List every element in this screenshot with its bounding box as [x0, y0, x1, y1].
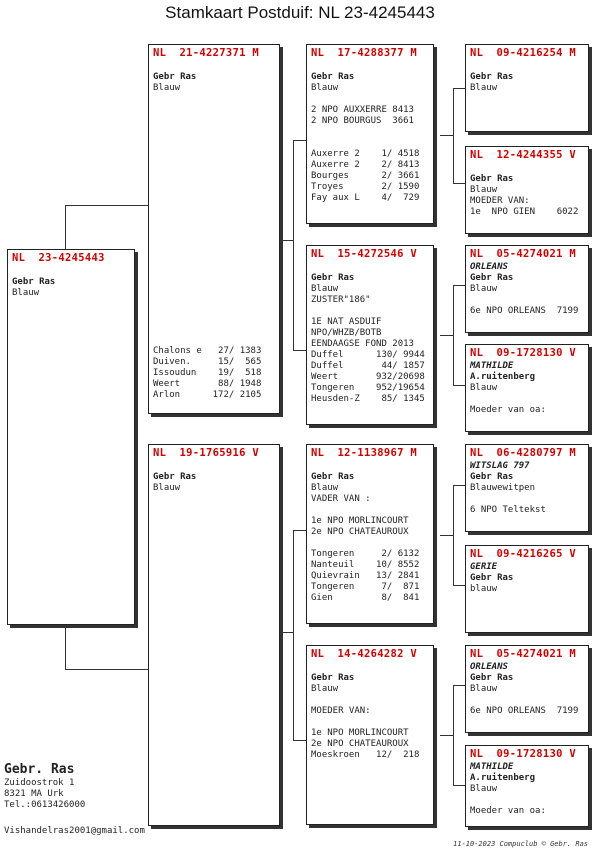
result-line: Tongeren 2/ 6132 [311, 549, 420, 559]
pigeon-name: GERIE [470, 562, 498, 572]
connector [280, 632, 294, 633]
owner: A.ruitenberg [470, 372, 536, 382]
note-line: 1e NPO MORLINCOURT [311, 516, 409, 526]
owner: Gebr Ras [470, 174, 514, 184]
owner: Gebr Ras [153, 72, 197, 82]
ggp-mmm-card[interactable] [465, 745, 589, 827]
ggp-fmm-card[interactable] [465, 344, 589, 432]
note-line: 2e NPO CHATEAUROUX [311, 739, 409, 749]
note-line: 6e NPO ORLEANS 7199 [470, 706, 579, 716]
color: Blauw [311, 483, 339, 493]
ring-number: NL 19-1765916 V [153, 447, 259, 459]
breeder-email[interactable]: Vishandelras2001@gmail.com [4, 826, 145, 836]
connector [293, 350, 307, 351]
connector [65, 205, 66, 250]
ring-number: NL 09-4216265 V [470, 548, 576, 560]
breeder-phone: Tel.:0613426000 [4, 800, 86, 810]
connector [453, 88, 465, 89]
connector [65, 625, 66, 670]
color: Blauw [311, 83, 339, 93]
ring-number: NL 12-1138967 M [311, 447, 417, 459]
note-line: Moeskroen 12/ 218 [311, 750, 420, 760]
ggp-mff-card[interactable] [465, 444, 589, 532]
connector [293, 140, 294, 350]
connector [65, 669, 150, 670]
color: Blauwewitpen [470, 483, 536, 493]
pigeon-name: WITSLAG 797 [470, 461, 530, 471]
mother-card[interactable] [148, 444, 280, 826]
connector [453, 485, 465, 486]
color: Blauw [470, 185, 498, 195]
result-line: Duffel 130/ 9944 [311, 350, 425, 360]
note-line: 1E NAT ASDUIF [311, 317, 382, 327]
owner: Gebr Ras [311, 673, 355, 683]
extra-line: ZUSTER"186" [311, 295, 371, 305]
ring-number: NL 05-4274021 M [470, 648, 576, 660]
ring-number: NL 23-4245443 [12, 252, 105, 264]
owner: Gebr Ras [153, 472, 197, 482]
paternal-grandmother-card[interactable] [306, 245, 434, 425]
result-line: Duiven. 15/ 565 [153, 357, 262, 367]
ggp-fff-card[interactable] [465, 44, 589, 132]
owner: Gebr Ras [470, 673, 514, 683]
connector [453, 685, 465, 686]
connector [65, 205, 150, 206]
result-line: Fay aux L 4/ 729 [311, 193, 420, 203]
owner: Gebr Ras [12, 277, 56, 287]
result-line: Auxerre 2 2/ 8413 [311, 160, 420, 170]
breeder-info [4, 762, 85, 811]
result-line: Auxerre 2 1/ 4518 [311, 149, 420, 159]
color: Blauw [153, 83, 181, 93]
color: Blauw [470, 284, 498, 294]
ring-number: NL 17-4288377 M [311, 47, 417, 59]
result-line: Weert 932/20698 [311, 372, 425, 382]
extra-line: MOEDER VAN: [311, 706, 371, 716]
ggp-fmf-card[interactable] [465, 245, 589, 333]
connector [440, 535, 454, 536]
pigeon-name: ORLEANS [470, 262, 508, 272]
note-line: 2e NPO CHATEAUROUX [311, 527, 409, 537]
maternal-grandfather-card[interactable] [306, 444, 434, 624]
result-line: Duffel 44/ 1857 [311, 361, 425, 371]
color: Blauw [12, 288, 40, 298]
note-line: 2 NPO BOURGUS 3661 [311, 116, 414, 126]
note-line: 2 NPO AUXXERRE 8413 [311, 105, 414, 115]
result-line: Arlon 172/ 2105 [153, 390, 262, 400]
ring-number: NL 09-1728130 V [470, 347, 576, 359]
result-line: Issoudun 19/ 518 [153, 368, 262, 378]
ring-number: NL 15-4272546 V [311, 248, 417, 260]
breeder-city: 8321 MA Urk [4, 789, 64, 799]
connector [293, 140, 307, 141]
note-line: 6 NPO Teltekst [470, 505, 546, 515]
result-line: Troyes 2/ 1590 [311, 182, 420, 192]
ring-number: NL 21-4227371 M [153, 47, 259, 59]
ring-number: NL 05-4274021 M [470, 248, 576, 260]
color: Blauw [470, 684, 498, 694]
connector [453, 785, 465, 786]
note-line: EENDAAGSE FOND 2013 [311, 339, 414, 349]
result-line: Tongeren 7/ 871 [311, 582, 420, 592]
color: blauw [470, 584, 498, 594]
color: Blauw [311, 284, 339, 294]
father-card[interactable] [148, 44, 280, 414]
owner: A.ruitenberg [470, 773, 536, 783]
page-title: Stamkaart Postduif: NL 23-4245443 [165, 3, 435, 22]
result-line: Chalons e 27/ 1383 [153, 346, 262, 356]
note-line: NPO/WHZB/BOTB [311, 328, 382, 338]
note-line: Moeder van oa: [470, 405, 546, 415]
owner: Gebr Ras [311, 72, 355, 82]
color: Blauw [470, 784, 498, 794]
owner: Gebr Ras [470, 273, 514, 283]
ggp-mmf-card[interactable] [465, 645, 589, 733]
paternal-grandfather-card[interactable] [306, 44, 434, 224]
ring-number: NL 14-4264282 V [311, 648, 417, 660]
color: Blauw [470, 383, 498, 393]
result-line: Nanteuil 10/ 8552 [311, 560, 420, 570]
owner: Gebr Ras [470, 72, 514, 82]
result-line: Quievrain 13/ 2841 [311, 571, 420, 581]
note-line: Moeder van oa: [470, 806, 546, 816]
result-line: Gien 8/ 841 [311, 593, 420, 603]
color: Blauw [470, 83, 498, 93]
connector [453, 285, 465, 286]
connector [453, 385, 465, 386]
connector [280, 240, 294, 241]
ring-number: NL 09-4216254 M [470, 47, 576, 59]
owner: Gebr Ras [470, 573, 514, 583]
maternal-grandmother-card[interactable] [306, 645, 434, 825]
result-line: Bourges 2/ 3661 [311, 171, 420, 181]
owner: Gebr Ras [311, 472, 355, 482]
ring-number: NL 12-4244355 V [470, 149, 576, 161]
connector [440, 735, 454, 736]
note-line: 1e NPO MORLINCOURT [311, 728, 409, 738]
connector [293, 530, 307, 531]
connector [440, 135, 454, 136]
note-line: 6e NPO ORLEANS 7199 [470, 306, 579, 316]
subject-card[interactable] [7, 249, 135, 625]
result-line: Heusden-Z 85/ 1345 [311, 394, 425, 404]
owner: Gebr Ras [470, 472, 514, 482]
color: Blauw [153, 483, 181, 493]
breeder-address: Zuidoostrok 1 [4, 778, 75, 788]
note-line: MOEDER VAN: [470, 196, 530, 206]
connector [293, 740, 307, 741]
note-line: 1e NPO GIEN 6022 [470, 207, 579, 217]
result-line: Tongeren 952/19654 [311, 383, 425, 393]
connector [453, 183, 465, 184]
ring-number: NL 06-4280797 M [470, 447, 576, 459]
result-line: Weert 88/ 1948 [153, 379, 262, 389]
ggp-mfm-card[interactable] [465, 545, 589, 633]
pigeon-name: MATHILDE [470, 361, 514, 371]
owner: Gebr Ras [311, 273, 355, 283]
ggp-ffm-card[interactable] [465, 146, 589, 234]
breeder-name: Gebr. Ras [4, 762, 75, 777]
footer-credit: 11-10-2023 Compuclub © Gebr. Ras [453, 840, 588, 848]
pigeon-name: ORLEANS [470, 662, 508, 672]
extra-line: VADER VAN : [311, 494, 371, 504]
ring-number: NL 09-1728130 V [470, 748, 576, 760]
connector [293, 530, 294, 740]
color: Blauw [311, 684, 339, 694]
connector [453, 585, 465, 586]
connector [440, 335, 454, 336]
pigeon-name: MATHILDE [470, 762, 514, 772]
